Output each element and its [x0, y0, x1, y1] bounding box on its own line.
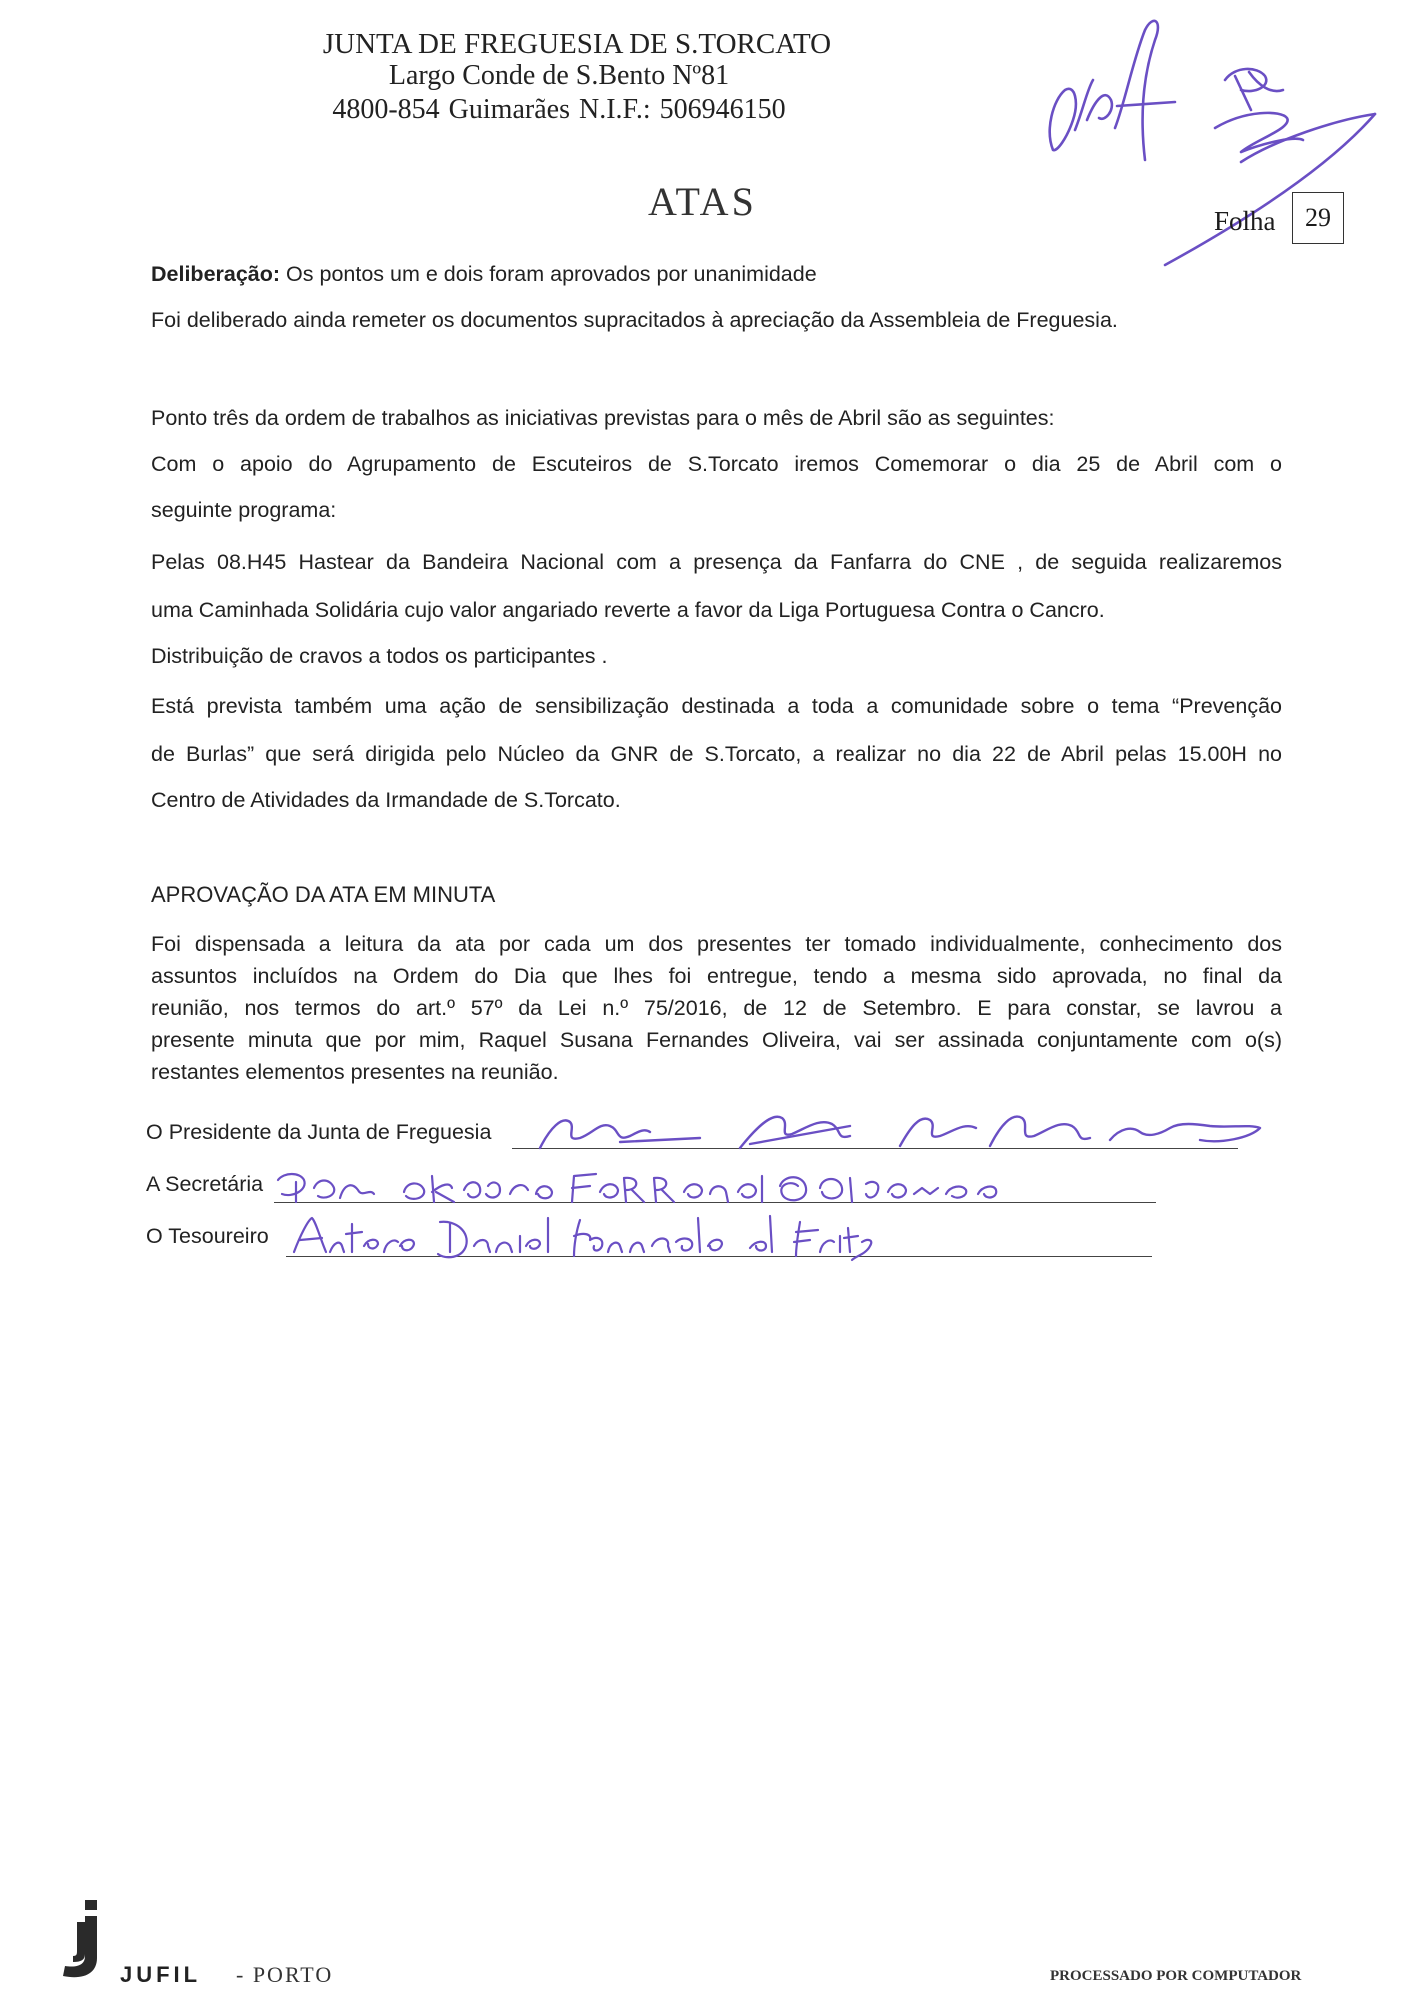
- sheet-number: [1292, 192, 1344, 244]
- treasurer-label: O Tesoureiro: [146, 1224, 269, 1248]
- paragraph-awareness-line1: Está prevista também uma ação de sensibilização destinada a toda a comunidade sobre o tema “Prevenção: [151, 694, 1282, 718]
- document-title: ATAS: [648, 179, 757, 224]
- paragraph-program-line1: Pelas 08.H45 Hastear da Bandeira Nacional com a presença da Fanfarra do CNE , de seguida realizaremos: [151, 550, 1282, 574]
- paragraph-point-three: Ponto três da ordem de trabalhos as iniciativas previstas para o mês de Abril são as seguintes:: [151, 406, 1055, 430]
- footer-brand: JUFIL: [120, 1962, 202, 1987]
- approval-heading: APROVAÇÃO DA ATA EM MINUTA: [151, 882, 496, 907]
- paragraph-carnations: Distribuição de cravos a todos os participantes .: [151, 644, 608, 668]
- header-address: Largo Conde de S.Bento Nº81: [388, 60, 730, 91]
- deliberation-label: Deliberação:: [151, 262, 281, 286]
- approval-line1: Foi dispensada a leitura da ata por cada um dos presentes ter tomado individualmente, conhecimento dos: [151, 932, 1282, 956]
- header-parish-name: JUNTA DE FREGUESIA DE S.TORCATO: [322, 28, 832, 60]
- deliberation-text: Os pontos um e dois foram aprovados por unanimidade: [280, 262, 817, 286]
- jufil-logo-icon: [55, 1900, 115, 1980]
- approval-line5: restantes elementos presentes na reunião.: [151, 1060, 559, 1084]
- secretary-label: A Secretária: [146, 1172, 264, 1196]
- treasurer-signature: [290, 1212, 870, 1266]
- footer-city: - PORTO: [236, 1962, 334, 1987]
- president-label: O Presidente da Junta de Freguesia: [146, 1120, 492, 1144]
- footer-processed-note: PROCESSADO POR COMPUTADOR: [1050, 1968, 1302, 1984]
- sheet-number-value: 29: [1305, 203, 1331, 232]
- paragraph-referral: Foi deliberado ainda remeter os documentos supracitados à apreciação da Assembleia de Freguesia.: [151, 308, 1118, 332]
- president-signature: [520, 1098, 1280, 1168]
- approval-line2: assuntos incluídos na Ordem do Dia que lhes foi entregue, tendo a mesma sido aprovada, no final da: [151, 964, 1282, 988]
- paragraph-support-line2: seguinte programa:: [151, 498, 337, 522]
- approval-line3: reunião, nos termos do art.º 57º da Lei n.º 75/2016, de 12 de Setembro. E para constar, se lavrou a: [151, 996, 1282, 1020]
- header-postcode-nif: 4800-854 Guimarães N.I.F.: 506946150: [332, 94, 786, 125]
- secretary-signature: [274, 1164, 1134, 1212]
- deliberation-line: [151, 262, 817, 287]
- approval-line4: presente minuta que por mim, Raquel Susana Fernandes Oliveira, vai ser assinada conjuntamente com o(s): [151, 1028, 1282, 1052]
- paragraph-support-line1: Com o apoio do Agrupamento de Escuteiros de S.Torcato iremos Comemorar o dia 25 de Abril com o: [151, 452, 1282, 476]
- sheet-label: Folha: [1214, 206, 1276, 236]
- paragraph-awareness-line2: de Burlas” que será dirigida pelo Núcleo da GNR de S.Torcato, a realizar no dia 22 de Abril pelas 15.00H no: [151, 742, 1282, 766]
- paragraph-awareness-line3: Centro de Atividades da Irmandade de S.Torcato.: [151, 788, 621, 812]
- paragraph-program-line2: uma Caminhada Solidária cujo valor angariado reverte a favor da Liga Portuguesa Contra o Cancro.: [151, 598, 1105, 622]
